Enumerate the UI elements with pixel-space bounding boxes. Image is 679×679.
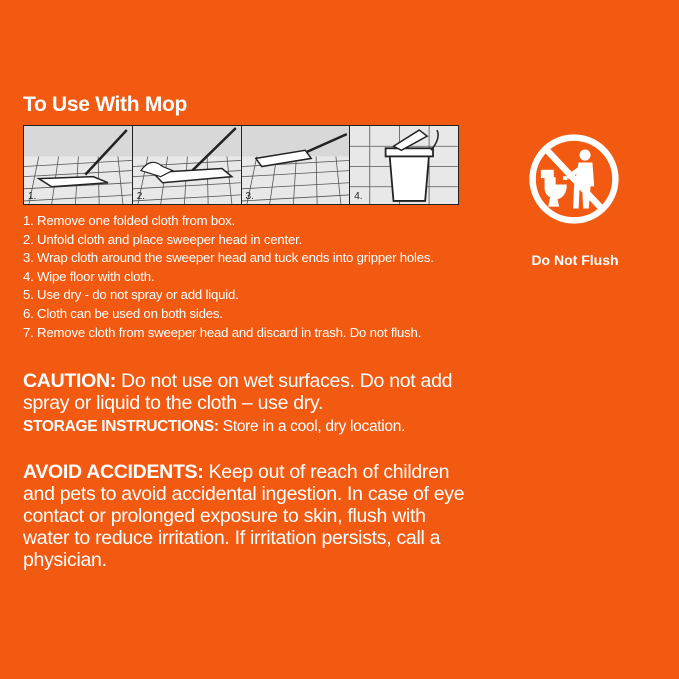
- storage-label: STORAGE INSTRUCTIONS:: [23, 418, 219, 435]
- panel-1: [24, 126, 133, 204]
- page-title: To Use With Mop: [23, 93, 188, 116]
- panel-2: [133, 126, 242, 204]
- avoid-label: AVOID ACCIDENTS:: [23, 461, 204, 483]
- step-item: 2. Unfold cloth and place sweeper head in center.: [23, 231, 303, 247]
- step-item: 6. Cloth can be used on both sides.: [23, 305, 223, 321]
- do-not-flush-label: Do Not Flush: [531, 252, 619, 268]
- caution-label: CAUTION:: [23, 370, 116, 392]
- storage-text: Store in a cool, dry location.: [218, 418, 406, 435]
- mop-on-floor-icon: [24, 126, 132, 204]
- panel-4: [350, 126, 458, 204]
- step-list: [23, 212, 434, 342]
- avoid-text: Keep out of reach of children and pets to avoid accidental ingestion. In case of eye contact or prolonged exposure to skin, flush with water to reduce irritation. If irritation persists, call a physician.: [23, 461, 465, 571]
- no-flush-icon: [528, 133, 620, 225]
- step-item: 3. Wrap cloth around the sweeper head and tuck ends into gripper holes.: [23, 250, 434, 266]
- caution-text: Do not use on wet surfaces. Do not add spray or liquid to the cloth – use dry.: [23, 370, 453, 414]
- panel-number: 1.: [28, 191, 37, 202]
- storage-block: [23, 416, 473, 438]
- panel-number: 2.: [136, 191, 146, 202]
- avoid-accidents-block: [23, 461, 473, 571]
- caution-block: [23, 370, 473, 414]
- panel-number: 4.: [354, 191, 363, 202]
- step-item: 5. Use dry - do not spray or add liquid.: [23, 287, 239, 303]
- instruction-panels: [23, 125, 459, 205]
- step-item: 7. Remove cloth from sweeper head and discard in trash. Do not flush.: [23, 324, 422, 340]
- panel-3: [242, 126, 351, 204]
- wrapping-cloth-icon: [242, 126, 350, 204]
- trash-bin-icon: [350, 126, 458, 204]
- hand-placing-cloth-icon: [133, 126, 241, 204]
- step-item: 4. Wipe floor with cloth.: [23, 268, 155, 284]
- panel-number: 3.: [245, 191, 254, 202]
- step-item: 1. Remove one folded cloth from box.: [23, 213, 235, 228]
